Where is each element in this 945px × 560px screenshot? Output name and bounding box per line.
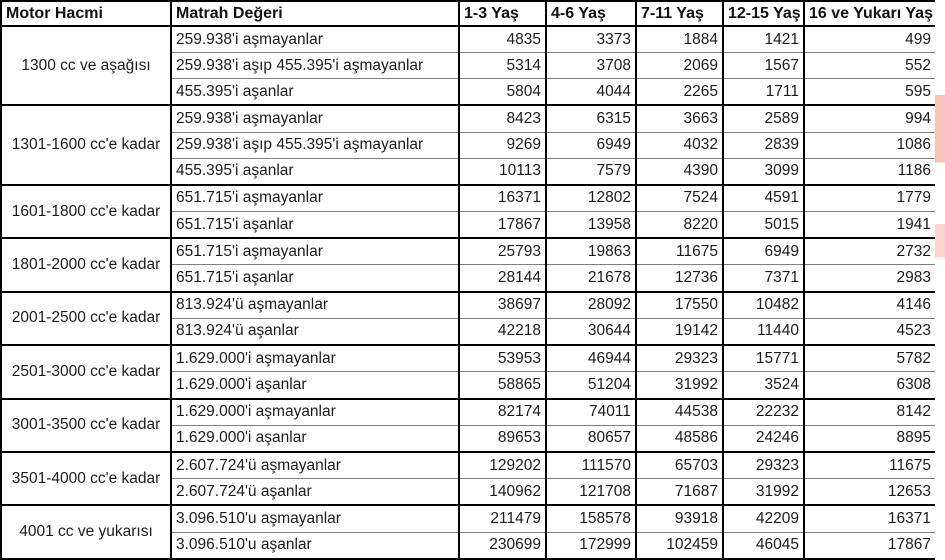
tax-amount-cell: 3663 [636, 105, 723, 132]
tax-amount-cell: 3373 [546, 26, 636, 53]
tax-amount-cell: 3708 [546, 53, 636, 79]
matrah-value-cell: 813.924'ü aşanlar [171, 318, 459, 345]
tax-amount-cell: 595 [804, 79, 936, 106]
tax-amount-cell: 80657 [546, 425, 636, 452]
table-row [1, 185, 936, 212]
tax-amount-cell: 1711 [723, 79, 804, 106]
tax-amount-cell: 25793 [459, 238, 546, 265]
table-row [1, 452, 936, 479]
tax-amount-cell: 11675 [636, 238, 723, 265]
tax-amount-cell: 10482 [723, 292, 804, 319]
table-row [1, 505, 936, 532]
tax-amount-cell: 74011 [546, 399, 636, 426]
tax-amount-cell: 89653 [459, 425, 546, 452]
tax-amount-cell: 71687 [636, 479, 723, 506]
tax-amount-cell: 29323 [723, 452, 804, 479]
tax-amount-cell: 3099 [723, 158, 804, 185]
matrah-value-cell: 3.096.510'u aşmayanlar [171, 505, 459, 532]
column-header-4: 7-11 Yaş [636, 1, 723, 26]
tax-amount-cell: 6308 [804, 372, 936, 399]
tax-amount-cell: 2983 [804, 265, 936, 292]
tax-amount-cell: 111570 [546, 452, 636, 479]
tax-amount-cell: 230699 [459, 532, 546, 559]
tax-amount-cell: 9269 [459, 132, 546, 158]
matrah-value-cell: 259.938'i aşıp 455.395'i aşmayanlar [171, 132, 459, 158]
tax-amount-cell: 65703 [636, 452, 723, 479]
tax-amount-cell: 4146 [804, 292, 936, 319]
tax-amount-cell: 6315 [546, 105, 636, 132]
tax-amount-cell: 2069 [636, 53, 723, 79]
tax-amount-cell: 8220 [636, 212, 723, 239]
tax-amount-cell: 11675 [804, 452, 936, 479]
engine-capacity-cell: 3001-3500 cc'e kadar [1, 399, 171, 452]
right-edge-sliver [935, 0, 945, 560]
matrah-value-cell: 1.629.000'i aşmayanlar [171, 345, 459, 372]
tax-amount-cell: 121708 [546, 479, 636, 506]
column-header-0: Motor Hacmi [1, 1, 171, 26]
tax-amount-cell: 102459 [636, 532, 723, 559]
tax-amount-cell: 140962 [459, 479, 546, 506]
tax-amount-cell: 22232 [723, 399, 804, 426]
tax-amount-cell: 11440 [723, 318, 804, 345]
matrah-value-cell: 651.715'i aşmayanlar [171, 185, 459, 212]
engine-capacity-cell: 1300 cc ve aşağısı [1, 26, 171, 105]
tax-amount-cell: 28144 [459, 265, 546, 292]
tax-amount-cell: 16371 [459, 185, 546, 212]
tax-amount-cell: 4523 [804, 318, 936, 345]
tax-amount-cell: 6949 [546, 132, 636, 158]
engine-capacity-cell: 1801-2000 cc'e kadar [1, 238, 171, 291]
tax-amount-cell: 53953 [459, 345, 546, 372]
matrah-value-cell: 2.607.724'ü aşmayanlar [171, 452, 459, 479]
tax-amount-cell: 17550 [636, 292, 723, 319]
matrah-value-cell: 455.395'i aşanlar [171, 79, 459, 106]
tax-amount-cell: 5782 [804, 345, 936, 372]
tax-amount-cell: 31992 [723, 479, 804, 506]
tax-amount-cell: 1186 [804, 158, 936, 185]
table-row [1, 292, 936, 319]
tax-amount-cell: 2589 [723, 105, 804, 132]
tax-amount-cell: 2732 [804, 238, 936, 265]
tax-amount-cell: 2265 [636, 79, 723, 106]
tax-amount-cell: 129202 [459, 452, 546, 479]
tax-amount-cell: 44538 [636, 399, 723, 426]
tax-amount-cell: 211479 [459, 505, 546, 532]
tax-amount-cell: 5314 [459, 53, 546, 79]
table-row [1, 345, 936, 372]
tax-amount-cell: 7371 [723, 265, 804, 292]
engine-capacity-cell: 3501-4000 cc'e kadar [1, 452, 171, 505]
matrah-value-cell: 259.938'i aşmayanlar [171, 105, 459, 132]
tax-amount-cell: 30644 [546, 318, 636, 345]
engine-capacity-cell: 4001 cc ve yukarısı [1, 505, 171, 559]
tax-amount-cell: 4591 [723, 185, 804, 212]
engine-capacity-cell: 2501-3000 cc'e kadar [1, 345, 171, 398]
tax-amount-cell: 8142 [804, 399, 936, 426]
tax-amount-cell: 12736 [636, 265, 723, 292]
tax-amount-cell: 16371 [804, 505, 936, 532]
tax-amount-cell: 46944 [546, 345, 636, 372]
tax-amount-cell: 7579 [546, 158, 636, 185]
tax-amount-cell: 38697 [459, 292, 546, 319]
engine-capacity-cell: 1601-1800 cc'e kadar [1, 185, 171, 238]
tax-amount-cell: 499 [804, 26, 936, 53]
tax-amount-cell: 82174 [459, 399, 546, 426]
tax-amount-cell: 2839 [723, 132, 804, 158]
column-header-2: 1-3 Yaş [459, 1, 546, 26]
engine-capacity-cell: 2001-2500 cc'e kadar [1, 292, 171, 345]
tax-amount-cell: 19863 [546, 238, 636, 265]
tax-amount-cell: 6949 [723, 238, 804, 265]
tax-amount-cell: 13958 [546, 212, 636, 239]
tax-amount-cell: 1421 [723, 26, 804, 53]
tax-amount-cell: 31992 [636, 372, 723, 399]
column-header-3: 4-6 Yaş [546, 1, 636, 26]
column-header-5: 12-15 Yaş [723, 1, 804, 26]
tax-amount-cell: 1567 [723, 53, 804, 79]
tax-amount-cell: 4032 [636, 132, 723, 158]
tax-amount-cell: 8423 [459, 105, 546, 132]
tax-amount-cell: 17867 [459, 212, 546, 239]
tax-amount-cell: 552 [804, 53, 936, 79]
engine-capacity-cell: 1301-1600 cc'e kadar [1, 105, 171, 184]
tax-amount-cell: 48586 [636, 425, 723, 452]
tax-amount-cell: 7524 [636, 185, 723, 212]
tax-amount-cell: 3524 [723, 372, 804, 399]
tax-amount-cell: 19142 [636, 318, 723, 345]
tax-amount-cell: 42209 [723, 505, 804, 532]
matrah-value-cell: 3.096.510'u aşanlar [171, 532, 459, 559]
tax-amount-cell: 994 [804, 105, 936, 132]
header-row [1, 1, 936, 26]
tax-amount-cell: 24246 [723, 425, 804, 452]
tax-amount-cell: 58865 [459, 372, 546, 399]
matrah-value-cell: 2.607.724'ü aşanlar [171, 479, 459, 506]
table-row [1, 26, 936, 53]
table-row [1, 105, 936, 132]
tax-amount-cell: 4044 [546, 79, 636, 106]
tax-amount-cell: 1779 [804, 185, 936, 212]
matrah-value-cell: 651.715'i aşmayanlar [171, 238, 459, 265]
tax-amount-cell: 28092 [546, 292, 636, 319]
tax-amount-cell: 15771 [723, 345, 804, 372]
table-row [1, 399, 936, 426]
tax-amount-cell: 10113 [459, 158, 546, 185]
matrah-value-cell: 813.924'ü aşmayanlar [171, 292, 459, 319]
tax-amount-cell: 21678 [546, 265, 636, 292]
tax-amount-cell: 51204 [546, 372, 636, 399]
matrah-value-cell: 455.395'i aşanlar [171, 158, 459, 185]
tax-amount-cell: 1941 [804, 212, 936, 239]
matrah-value-cell: 651.715'i aşanlar [171, 265, 459, 292]
tax-amount-cell: 158578 [546, 505, 636, 532]
matrah-value-cell: 651.715'i aşanlar [171, 212, 459, 239]
column-header-6: 16 ve Yukarı Yaş [804, 1, 936, 26]
tax-amount-cell: 93918 [636, 505, 723, 532]
tax-amount-cell: 29323 [636, 345, 723, 372]
tax-amount-cell: 12653 [804, 479, 936, 506]
table-row [1, 238, 936, 265]
matrah-value-cell: 1.629.000'i aşmayanlar [171, 399, 459, 426]
tax-amount-cell: 12802 [546, 185, 636, 212]
tax-amount-cell: 4390 [636, 158, 723, 185]
matrah-value-cell: 259.938'i aşıp 455.395'i aşmayanlar [171, 53, 459, 79]
tax-amount-cell: 1884 [636, 26, 723, 53]
tax-amount-cell: 4835 [459, 26, 546, 53]
column-header-1: Matrah Değeri [171, 1, 459, 26]
tax-amount-cell: 8895 [804, 425, 936, 452]
tax-amount-cell: 172999 [546, 532, 636, 559]
tax-amount-cell: 1086 [804, 132, 936, 158]
tax-amount-cell: 5804 [459, 79, 546, 106]
tax-amount-cell: 5015 [723, 212, 804, 239]
matrah-value-cell: 1.629.000'i aşanlar [171, 372, 459, 399]
tax-amount-cell: 46045 [723, 532, 804, 559]
matrah-value-cell: 259.938'i aşmayanlar [171, 26, 459, 53]
tax-amount-cell: 42218 [459, 318, 546, 345]
tax-amount-cell: 17867 [804, 532, 936, 559]
matrah-value-cell: 1.629.000'i aşanlar [171, 425, 459, 452]
